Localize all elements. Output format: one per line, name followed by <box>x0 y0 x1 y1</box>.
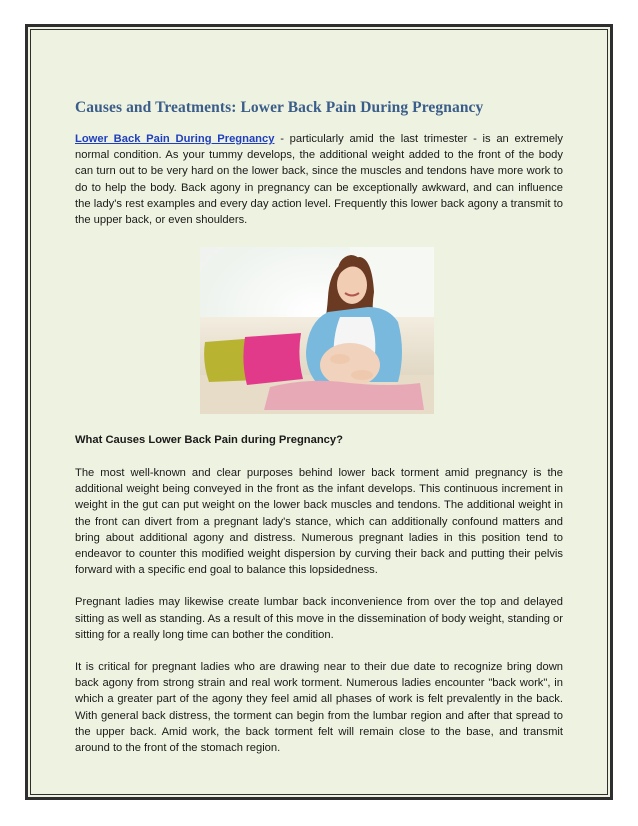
intro-section <box>75 99 563 228</box>
pregnant-woman-photo <box>200 247 434 414</box>
intro-text: - particularly amid the last trimester - is an extremely normal condition. As your tummy develops, the additional weight added to the front of the body can turn out to be very hard on the lower back, since the muscles and tendons have more work to do to help the body. Back agony in pregnancy can be exceptionally awkward, and can influence the lady's rest examples and every day action level. Frequently this lower back agony a transmit to the upper back, or even shoulders. <box>75 133 563 227</box>
intro-link[interactable]: Lower Back Pain During Pregnancy <box>75 133 275 145</box>
intro-paragraph <box>75 131 563 228</box>
causes-paragraph-1: The most well-known and clear purposes behind lower back torment amid pregnancy is the additional weight being conveyed in the front as the infant develops. This continuous increment in weight in the gut can put weight on the lower back muscles and tendons. The additional weight in the front can divert from a pregnant lady's stance, which can additionally confound matters and bring about additional agony and distress. Numerous pregnant ladies in this position tend to endeavor to counter this modified weight dispersion by curving their back and putting their pelvis forward with a specific end goal to balance this lopsidedness. <box>75 467 563 577</box>
pregnant-woman-illustration <box>200 247 434 414</box>
causes-paragraph-2: Pregnant ladies may likewise create lumbar back inconvenience from over the top and delayed sitting as well as standing. As a result of this move in the dissemination of body weight, standing or sitting for a really long time can bother the condition. <box>75 596 563 641</box>
document-title: Causes and Treatments: Lower Back Pain During Pregnancy <box>75 99 484 116</box>
causes-paragraph-3: It is critical for pregnant ladies who are drawing near to their due date to recognize bring down back agony from strong strain and real work torment. Numerous ladies encounter "back work", in which a greater part of the agony they feel amid all phases of work is felt prevalently in the back. With general back distress, the torment can begin from the lumbar region and after that spread to the upper back. Amid work, the back torment felt will remain close to the base, and transmit around to the front of the stomach region. <box>75 661 563 755</box>
causes-section <box>75 465 563 772</box>
section-heading: What Causes Lower Back Pain during Pregnancy? <box>75 434 343 446</box>
